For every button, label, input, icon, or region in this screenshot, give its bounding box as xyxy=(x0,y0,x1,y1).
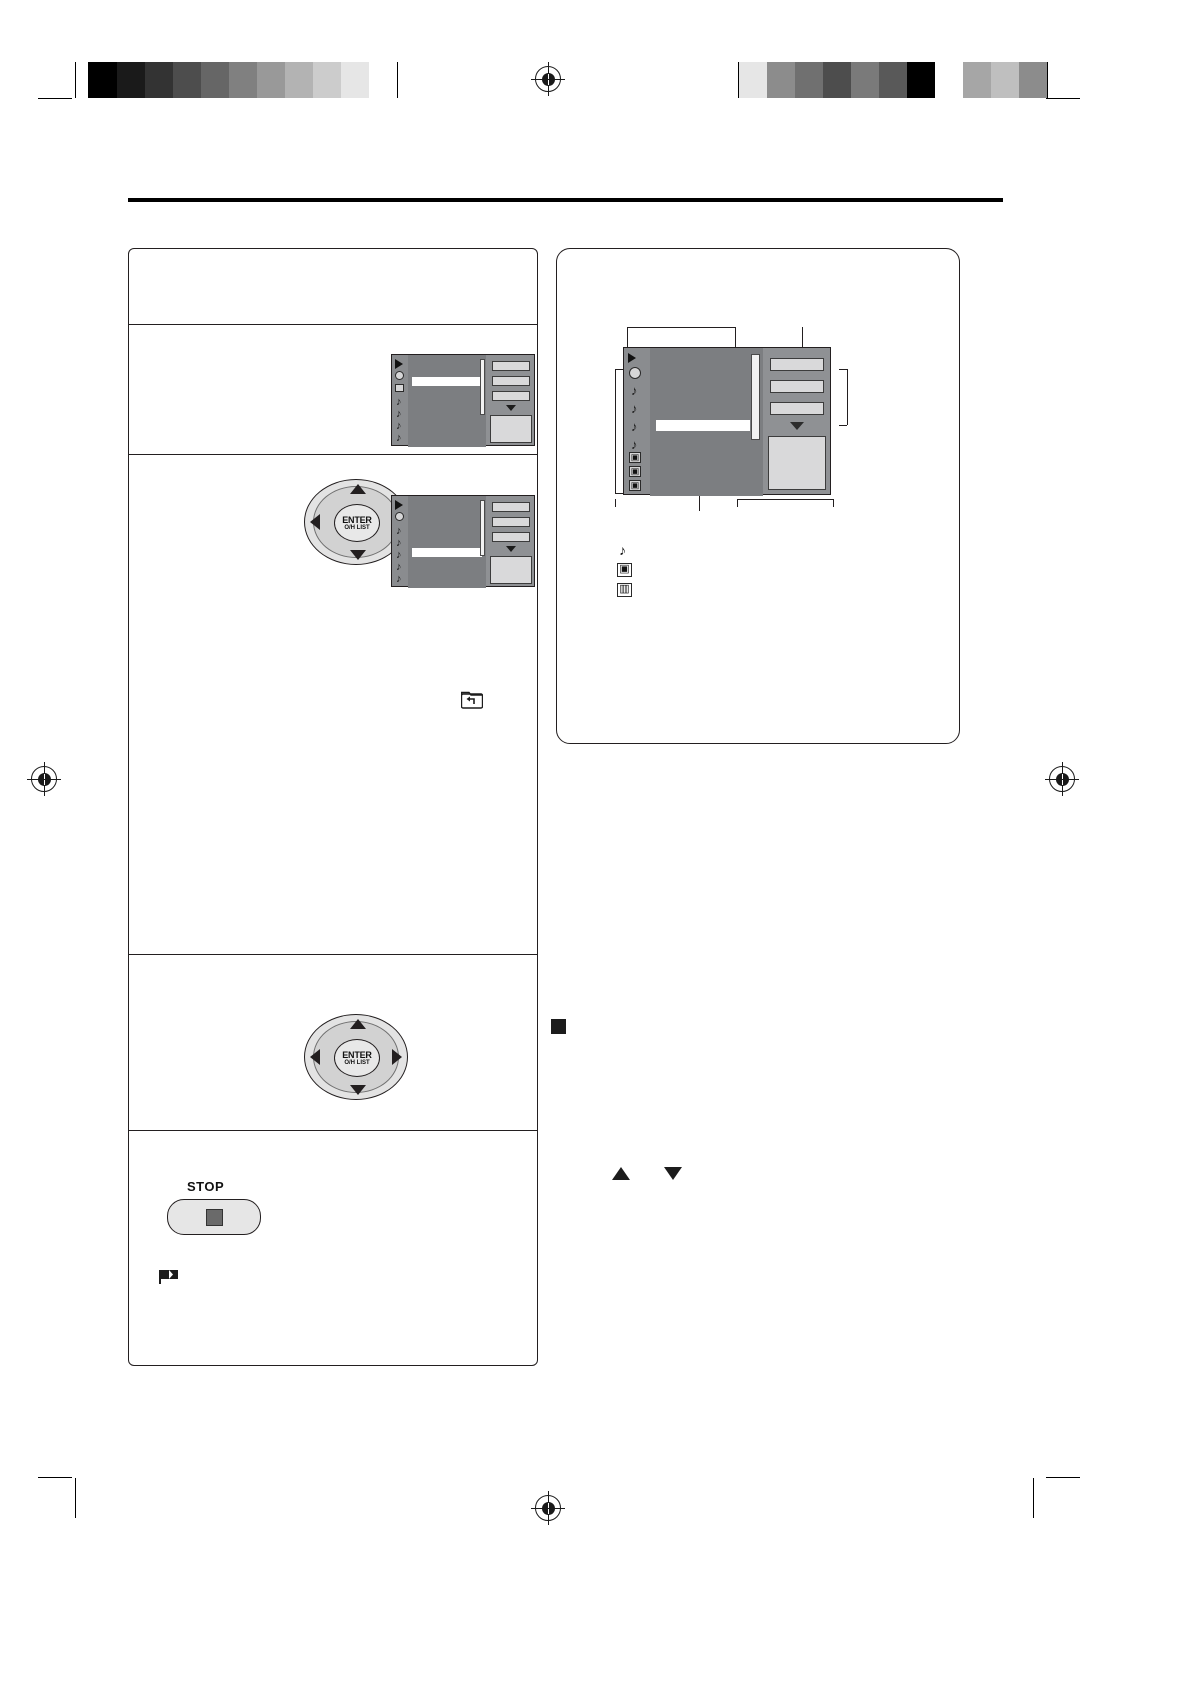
osd-scrollbar xyxy=(480,500,485,556)
osd-down-arrow-icon xyxy=(506,405,516,411)
osd-music-note-icon: ♪ xyxy=(396,420,402,432)
callout-bracket-right-tip-bottom xyxy=(839,425,847,426)
osd-down-arrow-icon xyxy=(506,546,516,552)
osd-music-note-icon: ♪ xyxy=(396,408,402,420)
bullet-square-icon xyxy=(551,1019,566,1034)
legend-music-note-icon: ♪ xyxy=(619,542,626,558)
osd-disc-icon xyxy=(395,371,404,380)
osd-info-row xyxy=(492,502,530,512)
osd-photo-icon: ▣ xyxy=(630,466,640,476)
osd-list-row-selected xyxy=(412,548,482,557)
osd-info-row xyxy=(492,361,530,371)
legend-photo-icon: ▣ xyxy=(617,563,632,577)
callout-bracket-bottom-tip-l xyxy=(737,499,738,507)
osd-detail-box xyxy=(768,436,826,490)
jog-enter-button[interactable] xyxy=(334,504,380,542)
osd-info-row xyxy=(770,402,824,415)
osd-music-note-icon: ♪ xyxy=(396,537,402,549)
jog-left-arrow-icon[interactable] xyxy=(310,1049,320,1065)
jog-down-arrow-icon[interactable] xyxy=(350,1085,366,1095)
crop-mark-bottom-left-h xyxy=(38,1477,72,1478)
jog-enter-sublabel: O/H LIST xyxy=(344,525,370,531)
osd-music-note-icon: ♪ xyxy=(396,396,402,408)
osd-photo-icon: ▣ xyxy=(630,480,640,490)
osd-disc-icon xyxy=(629,367,641,379)
osd-list-pane xyxy=(408,496,486,588)
registration-target-icon-bottom xyxy=(535,1495,561,1521)
flag-icon xyxy=(159,1269,181,1285)
right-note-panel xyxy=(556,248,960,744)
triangle-down-icon xyxy=(664,1167,682,1180)
color-swatch-strip-right xyxy=(738,62,1048,98)
crop-mark-bottom-right-h xyxy=(1046,1477,1080,1478)
stop-button[interactable] xyxy=(167,1199,261,1235)
callout-bracket-bottom xyxy=(737,499,833,500)
legend-mpeg-icon: ▥ xyxy=(617,583,632,597)
jog-enter-sublabel: O/H LIST xyxy=(344,1060,370,1066)
jog-enter-label: ENTER xyxy=(342,1050,372,1060)
left-instruction-panel xyxy=(128,248,538,1366)
osd-music-note-icon: ♪ xyxy=(631,437,638,452)
osd-music-note-icon: ♪ xyxy=(396,561,402,573)
callout-bracket-left xyxy=(615,369,616,493)
osd-play-cursor-icon xyxy=(628,353,636,363)
osd-music-note-icon: ♪ xyxy=(396,573,402,585)
jog-enter-label: ENTER xyxy=(342,515,372,525)
callout-bracket-bottom-tip-r xyxy=(833,499,834,507)
osd-music-note-icon: ♪ xyxy=(396,432,402,444)
osd-detail-box xyxy=(490,556,532,584)
callout-bracket-bottom-left xyxy=(615,499,616,507)
osd-play-cursor-icon xyxy=(395,359,403,369)
panel-divider-3 xyxy=(129,954,537,955)
osd-info-row xyxy=(770,380,824,393)
osd-music-note-icon: ♪ xyxy=(396,549,402,561)
jog-right-arrow-icon[interactable] xyxy=(392,1049,402,1065)
registration-target-icon-left xyxy=(31,766,57,792)
osd-info-row xyxy=(492,532,530,542)
jog-down-arrow-icon[interactable] xyxy=(350,550,366,560)
osd-music-note-icon: ♪ xyxy=(631,383,638,398)
osd-screen-step2 xyxy=(391,495,535,587)
osd-info-row xyxy=(492,376,530,386)
callout-bracket-left-tip-top xyxy=(615,369,623,370)
osd-info-row xyxy=(492,391,530,401)
stop-button-label: STOP xyxy=(187,1179,225,1194)
osd-music-note-icon: ♪ xyxy=(396,525,402,537)
panel-divider-4 xyxy=(129,1130,537,1131)
crop-mark-top-right-h xyxy=(1046,98,1080,99)
registration-target-icon-right xyxy=(1049,766,1075,792)
osd-info-row xyxy=(770,358,824,371)
jog-left-arrow-icon[interactable] xyxy=(310,514,320,530)
callout-bracket-left-tip-bottom xyxy=(615,493,623,494)
osd-play-cursor-icon xyxy=(395,500,403,510)
folder-up-icon xyxy=(461,691,483,709)
panel-divider-1 xyxy=(129,324,537,325)
osd-screen-step1 xyxy=(391,354,535,446)
callout-bracket-right xyxy=(847,369,848,425)
crop-mark-top-left-h xyxy=(38,98,72,99)
callout-bracket-right-tip-top xyxy=(839,369,847,370)
callout-line-horizontal xyxy=(627,327,735,328)
remote-jog-dial-step3[interactable] xyxy=(304,1014,408,1100)
osd-scrollbar xyxy=(751,354,760,440)
crop-mark-bottom-right-v xyxy=(1033,1478,1034,1518)
jog-enter-button[interactable] xyxy=(334,1039,380,1077)
osd-photo-icon: ▣ xyxy=(630,452,640,462)
crop-mark-bottom-left-v xyxy=(75,1478,76,1518)
crop-mark-top-left-v xyxy=(75,62,76,98)
osd-screen-diagram xyxy=(623,347,831,495)
panel-divider-2 xyxy=(129,454,537,455)
osd-detail-box xyxy=(490,415,532,443)
osd-info-row xyxy=(492,517,530,527)
triangle-up-icon xyxy=(612,1167,630,1180)
stop-square-icon xyxy=(206,1209,223,1226)
osd-folder-icon xyxy=(395,384,404,392)
osd-disc-icon xyxy=(395,512,404,521)
jog-up-arrow-icon[interactable] xyxy=(350,484,366,494)
jog-up-arrow-icon[interactable] xyxy=(350,1019,366,1029)
osd-music-note-icon: ♪ xyxy=(631,419,638,434)
page-header-rule xyxy=(128,198,1003,202)
osd-down-arrow-icon xyxy=(790,422,804,430)
osd-music-note-icon: ♪ xyxy=(631,401,638,416)
osd-list-pane xyxy=(408,355,486,447)
registration-target-icon-top xyxy=(535,66,561,92)
color-swatch-strip-left xyxy=(88,62,398,98)
osd-scrollbar xyxy=(480,359,485,415)
osd-list-row-selected xyxy=(656,420,750,431)
osd-list-row-selected xyxy=(412,377,482,386)
